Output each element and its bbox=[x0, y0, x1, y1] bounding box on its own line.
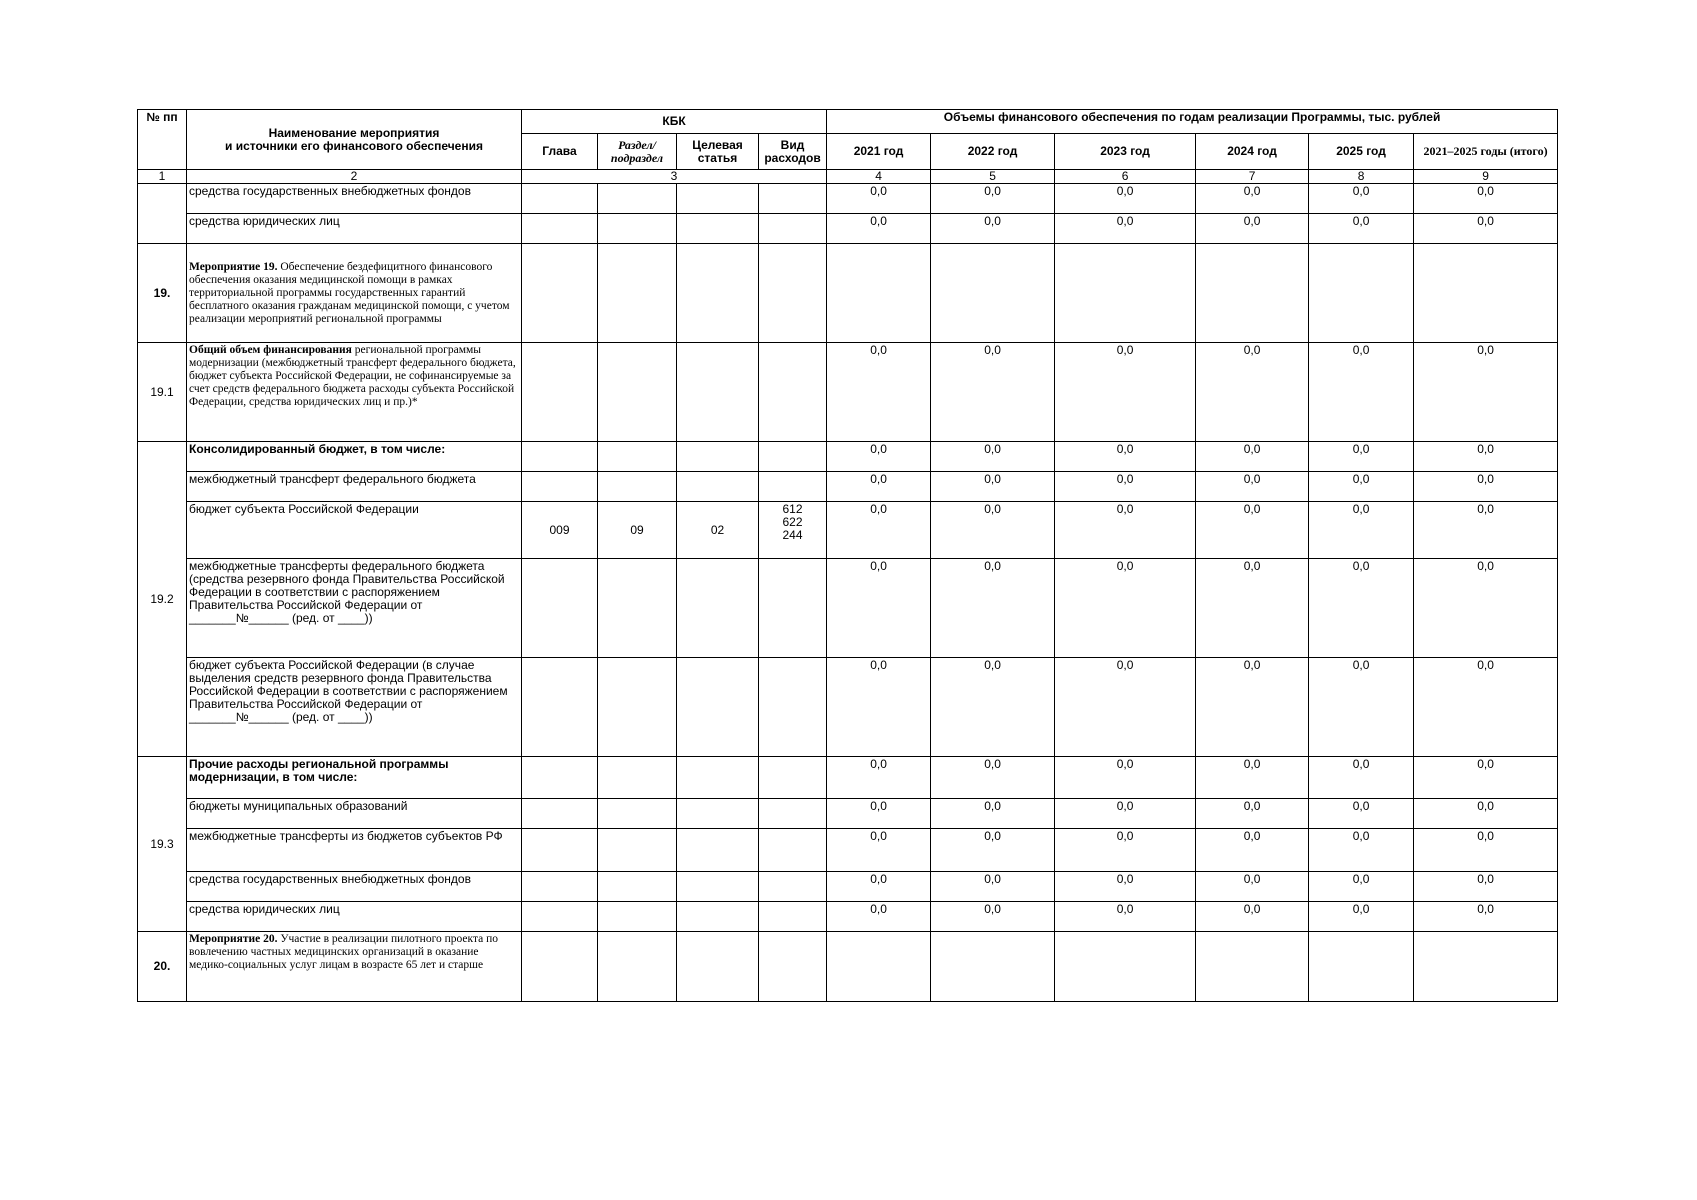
value-cell: 0,0 bbox=[1196, 658, 1309, 757]
value-cell: 0,0 bbox=[1414, 799, 1558, 829]
value-cell: 0,0 bbox=[931, 442, 1055, 472]
value-cell: 0,0 bbox=[827, 757, 931, 799]
value-cell: 0,0 bbox=[827, 829, 931, 872]
value-cell: 0,0 bbox=[827, 902, 931, 932]
kbk-vid-values: 612 622 244 bbox=[782, 502, 803, 542]
value-cell: 0,0 bbox=[1309, 559, 1414, 658]
value-cell: 0,0 bbox=[827, 559, 931, 658]
header-year-2021: 2021 год bbox=[827, 134, 931, 170]
value-cell: 0,0 bbox=[1309, 872, 1414, 902]
row-title-text: региональной программы модернизации (межбюджетный трансферт федерального бюджета, бюджет субъекта Российской Федерации, не софинансируемые за счет средств федерального бюджета расходы субъекта Российской Федерации, средства юридических лиц и пр.)* bbox=[189, 344, 516, 408]
value-cell: 0,0 bbox=[1196, 559, 1309, 658]
value-cell: 0,0 bbox=[931, 502, 1055, 559]
value-cell: 0,0 bbox=[1055, 872, 1196, 902]
row-name: межбюджетные трансферты федерального бюджета (средства резервного фонда Правительства Российской Федерации в соответствии с распоряжением Правительства Российской Федерации от _______№______ (ред. от ____)) bbox=[187, 559, 522, 658]
row-num: 19.1 bbox=[138, 343, 187, 442]
value-cell: 0,0 bbox=[1196, 343, 1309, 442]
value-cell: 0,0 bbox=[827, 658, 931, 757]
header-kbk: КБК bbox=[522, 110, 827, 134]
value-cell: 0,0 bbox=[1309, 343, 1414, 442]
value-cell: 0,0 bbox=[1055, 559, 1196, 658]
value-cell: 0,0 bbox=[1055, 184, 1196, 214]
header-kbk-statya: Целевая статья bbox=[677, 134, 759, 170]
row-num: 19. bbox=[138, 244, 187, 343]
header-year-2023: 2023 год bbox=[1055, 134, 1196, 170]
row-num: 19.3 bbox=[138, 757, 187, 932]
header-name bbox=[187, 110, 522, 170]
value-cell: 0,0 bbox=[1055, 472, 1196, 502]
value-cell: 0,0 bbox=[1196, 872, 1309, 902]
row-name: Консолидированный бюджет, в том числе: bbox=[187, 442, 522, 472]
table-row bbox=[138, 472, 1558, 502]
header-kbk-vid: Вид расходов bbox=[759, 134, 827, 170]
row-num: 20. bbox=[138, 932, 187, 1002]
row-name: бюджет субъекта Российской Федерации (в случае выделения средств резервного фонда Правительства Российской Федерации в соответствии с распоряжением Правительства Российской Федерации от _______№______ (ред. от ____)) bbox=[187, 658, 522, 757]
kbk-vid bbox=[759, 502, 827, 559]
row-num bbox=[138, 184, 187, 244]
row-name: средства государственных внебюджетных фондов bbox=[187, 872, 522, 902]
value-cell: 0,0 bbox=[1196, 902, 1309, 932]
value-cell: 0,0 bbox=[1196, 184, 1309, 214]
value-cell: 0,0 bbox=[931, 829, 1055, 872]
table-row bbox=[138, 829, 1558, 872]
colnum-1: 1 bbox=[138, 170, 187, 184]
row-name: бюджет субъекта Российской Федерации bbox=[187, 502, 522, 559]
colnum-2: 2 bbox=[187, 170, 522, 184]
value-cell: 0,0 bbox=[827, 343, 931, 442]
value-cell: 0,0 bbox=[1414, 442, 1558, 472]
row-name: межбюджетный трансферт федерального бюджета bbox=[187, 472, 522, 502]
table-row bbox=[138, 559, 1558, 658]
value-cell: 0,0 bbox=[1055, 799, 1196, 829]
colnum-5: 5 bbox=[931, 170, 1055, 184]
value-cell: 0,0 bbox=[1196, 442, 1309, 472]
header-year-2025: 2025 год bbox=[1309, 134, 1414, 170]
table-row bbox=[138, 502, 1558, 559]
value-cell: 0,0 bbox=[1055, 343, 1196, 442]
measure-title-bold: Мероприятие 20. bbox=[189, 933, 278, 945]
value-cell: 0,0 bbox=[1196, 799, 1309, 829]
value-cell: 0,0 bbox=[1055, 214, 1196, 244]
value-cell: 0,0 bbox=[1309, 472, 1414, 502]
header-volumes: Объемы финансового обеспечения по годам реализации Программы, тыс. рублей bbox=[827, 110, 1558, 134]
value-cell: 0,0 bbox=[931, 757, 1055, 799]
table-row bbox=[138, 902, 1558, 932]
header-year-2024: 2024 год bbox=[1196, 134, 1309, 170]
row-name: межбюджетные трансферты из бюджетов субъектов РФ bbox=[187, 829, 522, 872]
table-row bbox=[138, 214, 1558, 244]
value-cell: 0,0 bbox=[827, 502, 931, 559]
value-cell: 0,0 bbox=[931, 902, 1055, 932]
value-cell: 0,0 bbox=[1414, 472, 1558, 502]
header-year-2022: 2022 год bbox=[931, 134, 1055, 170]
value-cell: 0,0 bbox=[1309, 799, 1414, 829]
row-num: 19.2 bbox=[138, 442, 187, 757]
kbk-statya: 02 bbox=[677, 502, 759, 559]
value-cell: 0,0 bbox=[1414, 829, 1558, 872]
table-row bbox=[138, 244, 1558, 343]
table-row bbox=[138, 932, 1558, 1002]
colnum-3: 3 bbox=[522, 170, 827, 184]
value-cell: 0,0 bbox=[1055, 902, 1196, 932]
value-cell: 0,0 bbox=[827, 442, 931, 472]
colnum-7: 7 bbox=[1196, 170, 1309, 184]
row-name bbox=[187, 244, 522, 343]
value-cell: 0,0 bbox=[1309, 902, 1414, 932]
measure-title-text: Участие в реализации пилотного проекта по вовлечению частных медицинских организаций в оказание медико-социальных услуг лицам в возрасте 65 лет и старше bbox=[189, 933, 499, 971]
colnum-4: 4 bbox=[827, 170, 931, 184]
value-cell: 0,0 bbox=[1309, 829, 1414, 872]
row-name bbox=[187, 343, 522, 442]
row-name: средства государственных внебюджетных фондов bbox=[187, 184, 522, 214]
header-kbk-glava: Глава bbox=[522, 134, 598, 170]
value-cell: 0,0 bbox=[1309, 184, 1414, 214]
row-name: средства юридических лиц bbox=[187, 902, 522, 932]
table-row bbox=[138, 757, 1558, 799]
value-cell: 0,0 bbox=[827, 799, 931, 829]
table-row bbox=[138, 184, 1558, 214]
table-row bbox=[138, 799, 1558, 829]
value-cell: 0,0 bbox=[931, 214, 1055, 244]
value-cell: 0,0 bbox=[1309, 214, 1414, 244]
value-cell: 0,0 bbox=[1414, 343, 1558, 442]
value-cell: 0,0 bbox=[931, 559, 1055, 658]
colnum-9: 9 bbox=[1414, 170, 1558, 184]
value-cell: 0,0 bbox=[1196, 472, 1309, 502]
colnum-8: 8 bbox=[1309, 170, 1414, 184]
measure-title-text: Обеспечение бездефицитного финансового обеспечения оказания медицинской помощи в рамках территориальной программы государственных гарантий бесплатного оказания гражданам медицинской помощи, с учетом реализации мероприятий региональной программы bbox=[189, 260, 510, 325]
table-row bbox=[138, 442, 1558, 472]
value-cell: 0,0 bbox=[1414, 872, 1558, 902]
row-name bbox=[187, 932, 522, 1002]
measure-title-bold: Мероприятие 19. bbox=[189, 260, 278, 273]
value-cell: 0,0 bbox=[931, 658, 1055, 757]
colnum-6: 6 bbox=[1055, 170, 1196, 184]
value-cell: 0,0 bbox=[1196, 757, 1309, 799]
table-row bbox=[138, 872, 1558, 902]
header-year-total: 2021–2025 годы (итого) bbox=[1414, 134, 1558, 170]
row-title-bold: Общий объем финансирования bbox=[189, 344, 352, 356]
value-cell: 0,0 bbox=[1196, 214, 1309, 244]
value-cell: 0,0 bbox=[1414, 902, 1558, 932]
table-row bbox=[138, 658, 1558, 757]
value-cell: 0,0 bbox=[827, 214, 931, 244]
value-cell: 0,0 bbox=[1309, 757, 1414, 799]
value-cell: 0,0 bbox=[1414, 757, 1558, 799]
value-cell: 0,0 bbox=[1196, 829, 1309, 872]
value-cell: 0,0 bbox=[931, 799, 1055, 829]
header-num bbox=[138, 110, 187, 170]
value-cell: 0,0 bbox=[1414, 559, 1558, 658]
header-name-label: Наименование мероприятия и источники его финансового обеспечения bbox=[225, 125, 483, 153]
kbk-razdel: 09 bbox=[598, 502, 677, 559]
value-cell: 0,0 bbox=[1309, 658, 1414, 757]
value-cell: 0,0 bbox=[1055, 829, 1196, 872]
value-cell: 0,0 bbox=[1309, 442, 1414, 472]
value-cell: 0,0 bbox=[827, 472, 931, 502]
value-cell: 0,0 bbox=[1309, 502, 1414, 559]
value-cell: 0,0 bbox=[1414, 184, 1558, 214]
value-cell: 0,0 bbox=[931, 872, 1055, 902]
value-cell: 0,0 bbox=[1414, 658, 1558, 757]
value-cell: 0,0 bbox=[827, 184, 931, 214]
value-cell: 0,0 bbox=[1414, 502, 1558, 559]
value-cell: 0,0 bbox=[1196, 502, 1309, 559]
value-cell: 0,0 bbox=[931, 184, 1055, 214]
value-cell: 0,0 bbox=[827, 872, 931, 902]
header-num-label: № пп bbox=[146, 110, 178, 124]
value-cell: 0,0 bbox=[1055, 757, 1196, 799]
value-cell: 0,0 bbox=[1055, 442, 1196, 472]
row-name: средства юридических лиц bbox=[187, 214, 522, 244]
row-name: бюджеты муниципальных образований bbox=[187, 799, 522, 829]
financing-table bbox=[137, 109, 1558, 1002]
row-name: Прочие расходы региональной программы модернизации, в том числе: bbox=[187, 757, 522, 799]
kbk-glava: 009 bbox=[522, 502, 598, 559]
value-cell: 0,0 bbox=[931, 343, 1055, 442]
value-cell: 0,0 bbox=[931, 472, 1055, 502]
table-row bbox=[138, 343, 1558, 442]
value-cell: 0,0 bbox=[1055, 502, 1196, 559]
value-cell: 0,0 bbox=[1414, 214, 1558, 244]
value-cell: 0,0 bbox=[1055, 658, 1196, 757]
header-kbk-razdel: Раздел/ подраздел bbox=[598, 134, 677, 170]
